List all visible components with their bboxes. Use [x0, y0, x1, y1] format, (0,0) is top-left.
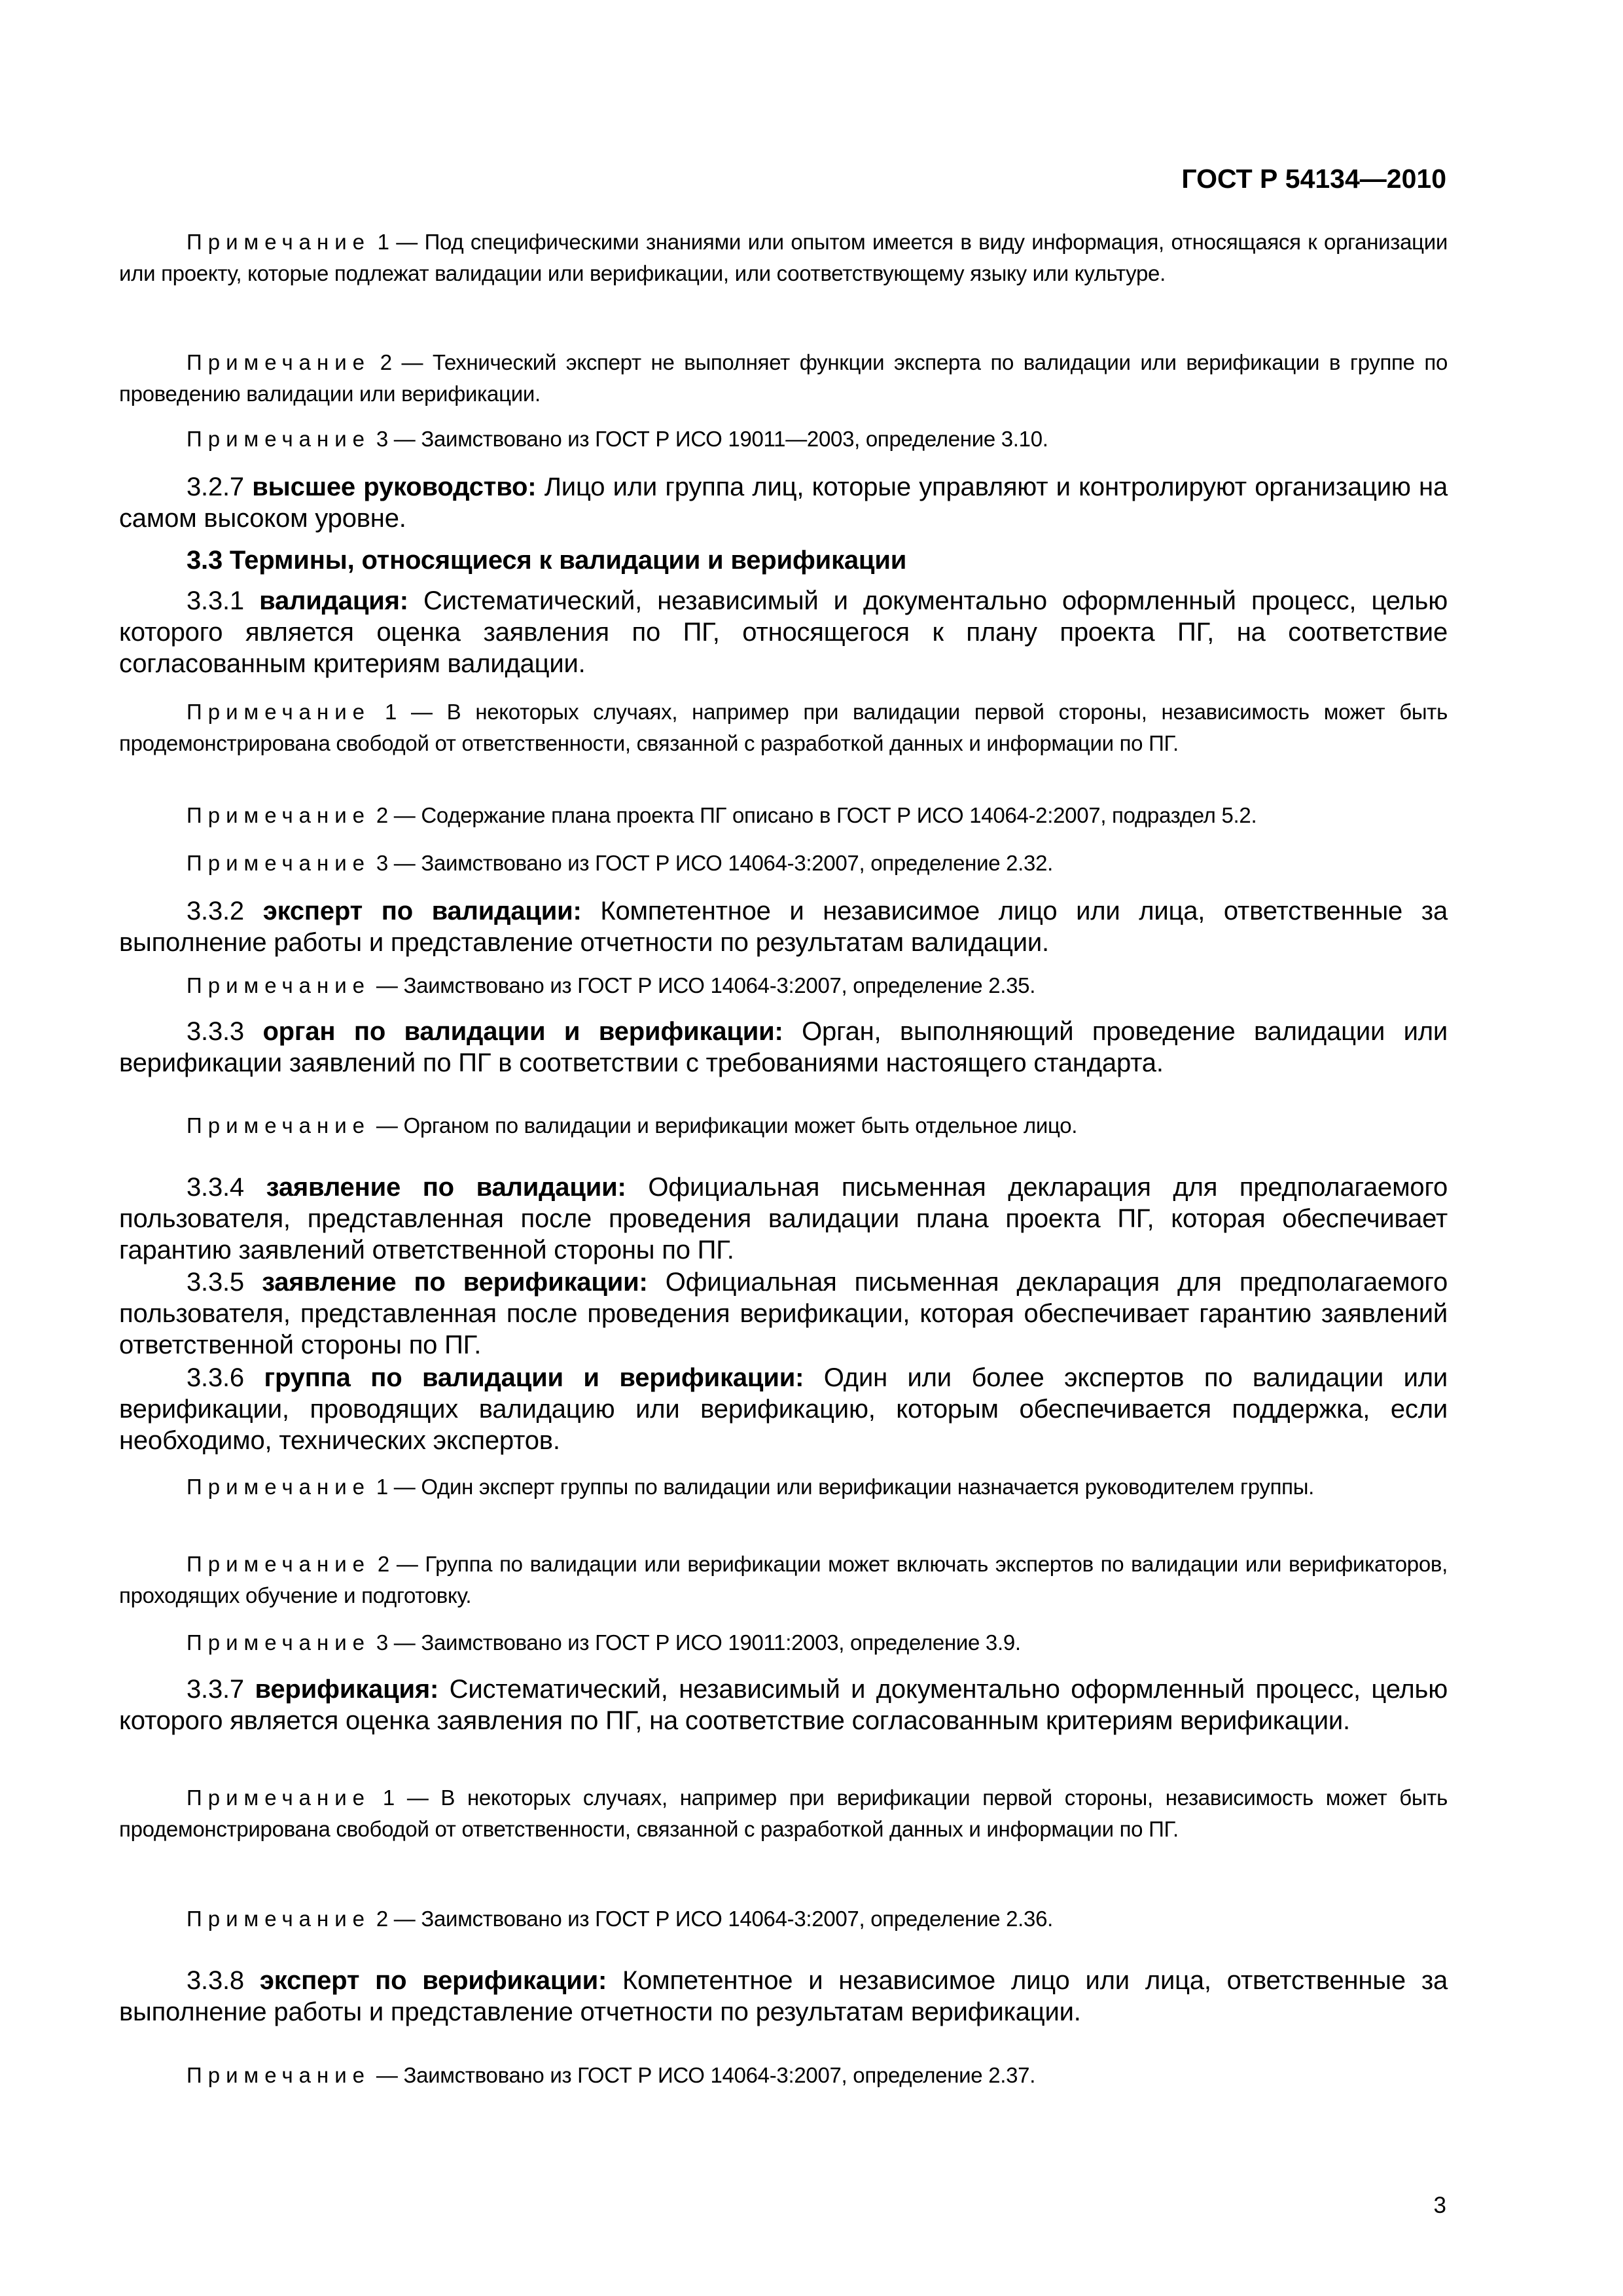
term-text: Один или более экспертов по валидации или верификации, проводящих валидацию или верификацию, которым обеспечивается поддержка, если необходимо, технических экспертов.: [119, 1363, 1448, 1455]
note-text: — Содержание плана проекта ПГ описано в ГОСТ Р ИСО 14064-2:2007, подраздел 5.2.: [387, 803, 1257, 827]
term-text: Систематический, независимый и документально оформленный процесс, целью которого является оценка заявления по ПГ, на соответствие согласованным критериям верификации.: [119, 1675, 1448, 1735]
term-number: 3.2.7: [187, 473, 244, 501]
note-number: 2: [370, 1907, 388, 1931]
note-block: [119, 1549, 1448, 1611]
note-label: Примечание: [187, 851, 371, 875]
note-text: — Заимствовано из ГОСТ Р ИСО 14064-3:2007, определение 2.36.: [387, 1907, 1054, 1931]
note-block: [119, 2060, 1448, 2091]
note-block: [119, 1110, 1448, 1141]
note-number: 3: [370, 851, 388, 875]
note-text: — Заимствовано из ГОСТ Р ИСО 14064-3:2007, определение 2.37.: [370, 2063, 1036, 2087]
note-text: — Заимствовано из ГОСТ Р ИСО 19011:2003, определение 3.9.: [387, 1630, 1021, 1655]
term-definition: [119, 585, 1448, 679]
note-block: [119, 848, 1448, 879]
note-label: Примечание: [187, 1630, 371, 1655]
term-name: верификация:: [255, 1675, 439, 1704]
note-number: 1: [370, 700, 397, 724]
note-text: — Группа по валидации или верификации может включать экспертов по валидации или верификаторов, проходящих обучение и подготовку.: [119, 1552, 1448, 1607]
term-definition: [119, 1965, 1448, 2028]
note-number: 2: [370, 1552, 389, 1576]
term-name: орган по валидации и верификации:: [262, 1017, 783, 1046]
note-block: [119, 347, 1448, 410]
section-heading: 3.3 Термины, относящиеся к валидации и верификации: [187, 546, 907, 575]
term-name: заявление по верификации:: [262, 1268, 648, 1297]
note-label: Примечание: [187, 700, 371, 724]
note-text: — Заимствовано из ГОСТ Р ИСО 14064-3:2007, определение 2.32.: [387, 851, 1054, 875]
note-label: Примечание: [187, 973, 371, 997]
note-label: Примечание: [187, 350, 371, 374]
note-label: Примечание: [187, 1785, 371, 1810]
term-definition: [119, 1016, 1448, 1079]
term-definition: [119, 1172, 1448, 1266]
note-label: Примечание: [187, 1113, 371, 1138]
term-text: Официальная письменная декларация для предполагаемого пользователя, представленная после проведения верификации, которая обеспечивает гарантию заявлений ответственной стороны по ПГ.: [119, 1268, 1448, 1359]
term-number: 3.3.7: [187, 1675, 244, 1704]
note-label: Примечание: [187, 803, 371, 827]
note-number: 1: [370, 1475, 388, 1499]
note-number: 1: [370, 1785, 395, 1810]
note-text: — Органом по валидации и верификации может быть отдельное лицо.: [370, 1113, 1078, 1138]
page-number: 3: [1433, 2193, 1446, 2218]
note-label: Примечание: [187, 1475, 371, 1499]
term-number: 3.3.1: [187, 586, 244, 615]
note-block: [119, 226, 1448, 289]
note-number: 3: [370, 1630, 388, 1655]
note-number: 2: [370, 350, 392, 374]
term-name: эксперт по верификации:: [259, 1966, 607, 1995]
note-text: — Заимствовано из ГОСТ Р ИСО 14064-3:2007, определение 2.35.: [370, 973, 1036, 997]
term-name: заявление по валидации:: [266, 1173, 626, 1202]
term-definition: [119, 1674, 1448, 1736]
note-text: — В некоторых случаях, например при валидации первой стороны, независимость может быть продемонстрирована свободой от ответственности, связанной с разработкой данных и информации по ПГ.: [119, 700, 1448, 755]
document-id-header: ГОСТ Р 54134—2010: [1181, 164, 1446, 194]
term-number: 3.3.6: [187, 1363, 244, 1392]
term-number: 3.3.5: [187, 1268, 244, 1297]
note-block: [119, 1627, 1448, 1659]
note-block: [119, 696, 1448, 759]
term-text: Лицо или группа лиц, которые управляют и контролируют организацию на самом высоком уровне.: [119, 473, 1448, 533]
note-block: [119, 423, 1448, 455]
term-name: валидация:: [259, 586, 408, 615]
note-label: Примечание: [187, 2063, 371, 2087]
term-name: высшее руководство:: [252, 473, 537, 501]
term-number: 3.3.8: [187, 1966, 244, 1995]
note-text: — Заимствовано из ГОСТ Р ИСО 19011—2003, определение 3.10.: [387, 427, 1048, 451]
note-block: [119, 1782, 1448, 1845]
term-text: Компетентное и независимое лицо или лица, ответственные за выполнение работы и представление отчетности по результатам валидации.: [119, 897, 1448, 957]
term-number: 3.3.2: [187, 897, 244, 925]
note-block: [119, 1471, 1448, 1503]
term-text: Официальная письменная декларация для предполагаемого пользователя, представленная после проведения валидации плана проекта ПГ, которая обеспечивает гарантию заявлений ответственной стороны по ПГ.: [119, 1173, 1448, 1265]
note-label: Примечание: [187, 1907, 371, 1931]
term-definition: [119, 471, 1448, 534]
note-text: — В некоторых случаях, например при верификации первой стороны, независимость может быть продемонстрирована свободой от ответственности, связанной с разработкой данных и информации по ПГ.: [119, 1785, 1448, 1841]
term-text: Систематический, независимый и документально оформленный процесс, целью которого является оценка заявления по ПГ, относящегося к плану проекта ПГ, на соответствие согласованным критериям валидации.: [119, 586, 1448, 678]
term-number: 3.3.4: [187, 1173, 244, 1202]
note-block: [119, 800, 1448, 831]
note-label: Примечание: [187, 230, 371, 254]
note-text: — Технический эксперт не выполняет функции эксперта по валидации или верификации в группе по проведению валидации или верификации.: [119, 350, 1448, 406]
term-number: 3.3.3: [187, 1017, 244, 1046]
note-text: — Под специфическими знаниями или опытом имеется в виду информация, относящаяся к организации или проекту, которые подлежат валидации или верификации, или соответствующему языку или культуре.: [119, 230, 1448, 285]
term-text: Орган, выполняющий проведение валидации или верификации заявлений по ПГ в соответствии с требованиями настоящего стандарта.: [119, 1017, 1448, 1077]
note-block: [119, 1903, 1448, 1935]
term-definition: [119, 1266, 1448, 1361]
note-text: — Один эксперт группы по валидации или верификации назначается руководителем группы.: [387, 1475, 1314, 1499]
note-label: Примечание: [187, 1552, 371, 1576]
note-block: [119, 970, 1448, 1001]
term-name: группа по валидации и верификации:: [264, 1363, 804, 1392]
term-definition: [119, 1362, 1448, 1456]
note-number: 2: [370, 803, 388, 827]
note-number: 3: [370, 427, 388, 451]
note-number: 1: [370, 230, 389, 254]
term-definition: [119, 895, 1448, 958]
term-name: эксперт по валидации:: [262, 897, 582, 925]
note-label: Примечание: [187, 427, 371, 451]
term-text: Компетентное и независимое лицо или лица, ответственные за выполнение работы и представление отчетности по результатам верификации.: [119, 1966, 1448, 2026]
